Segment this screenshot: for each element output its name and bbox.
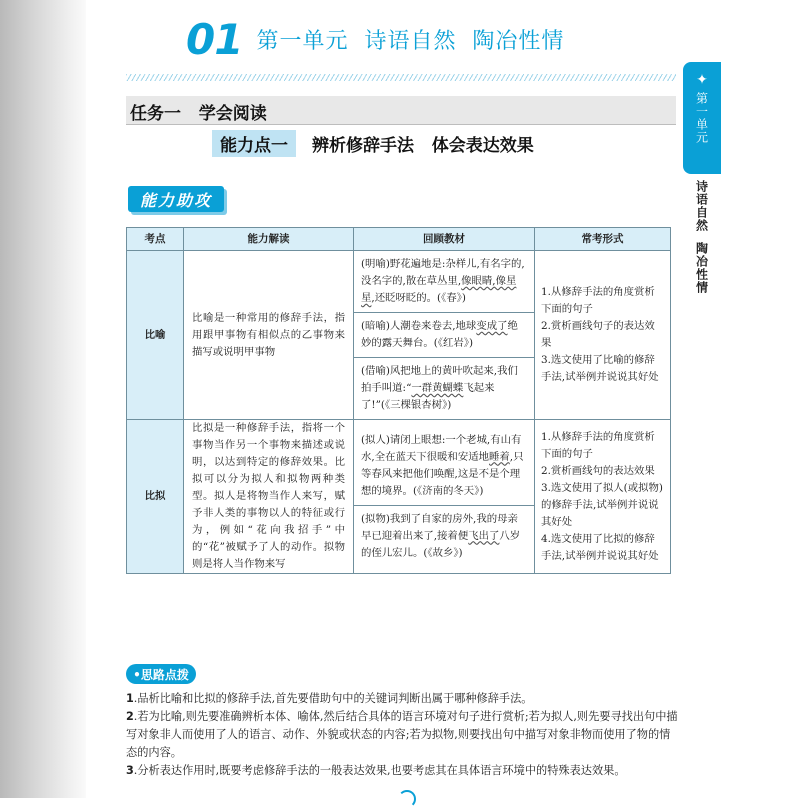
example-item: (拟物)我到了自家的房外,我的母亲早已迎着出来了,接着便飞出了八岁的侄儿宏儿。(《故乡》) (361, 512, 521, 559)
form-item: 1.从修辞手法的角度赏析下面的句子 (541, 286, 655, 315)
form-item: 4.选文使用了比拟的修辞手法,试举例并说说其好处 (541, 532, 659, 562)
side-tab-label: 第一单元 (694, 92, 709, 144)
forms-cell (535, 251, 671, 420)
idea-item: 1.品析比喻和比拟的修辞手法,首先要借助句中的关键词判断出属于哪种修辞手法。 (126, 692, 533, 705)
unit-header (186, 15, 565, 64)
book-spine-shadow (0, 0, 86, 798)
ability-heading (212, 130, 534, 157)
interpretation-cell: 比喻是一种常用的修辞手法，指用跟甲事物有相似点的乙事物来描写或说明甲事物 (184, 251, 354, 420)
underlined-phrase: 变成了 (476, 320, 508, 332)
side-theme-line-2: 陶冶性情 (694, 242, 709, 294)
unit-title: 第一单元 诗语自然 陶冶性情 (256, 29, 565, 54)
ability-topic: 辨析修辞手法 体会表达效果 (312, 136, 534, 156)
page-decoration (398, 790, 416, 808)
forms-cell (535, 420, 671, 574)
ideas-badge: •思路点拨 (126, 664, 196, 684)
idea-item: 3.分析表达作用时,既要考虑修辞手法的一般表达效果,也要考虑其在具体语言环境中的特殊表达效果。 (126, 764, 626, 777)
header-divider (126, 74, 676, 81)
ideas-list (126, 690, 678, 780)
example-item: (借喻)风把地上的黄叶吹起来,我们拍手叫道:“一群黄蝴蝶飞起来了!”(《三棵银杏树》) (361, 365, 518, 411)
task-title: 任务一 学会阅读 (130, 104, 267, 124)
unit-number: 01 (186, 15, 243, 64)
column-header: 回顾教材 (354, 228, 535, 251)
form-item: 2.赏析画线句子的表达效果 (541, 320, 655, 349)
ability-badge: 能力点一 (212, 130, 296, 157)
side-unit-theme (690, 180, 714, 294)
help-badge: 能力助攻 (128, 186, 224, 212)
underlined-phrase: 飞出了 (468, 529, 500, 542)
point-cell: 比拟 (127, 420, 184, 574)
form-item: 2.赏析画线句的表达效果 (541, 464, 655, 477)
rhetoric-table (126, 227, 671, 574)
example-item: (拟人)请闭上眼想:一个老城,有山有水,全在蓝天下很暖和安适地睡着,只等春风来把他们唤醒,这是不是个理想的境界。(《济南的冬天》) (354, 427, 534, 506)
examples-cell (354, 420, 535, 574)
interpretation-cell: 比拟是一种修辞手法，指将一个事物当作另一个事物来描述或说明，以达到特定的修辞效果。比拟可以分为拟人和拟物两种类型。拟人是将物当作人来写，赋予非人类的事物以人的特征或行为，例如“花向我招手”中的“花”被赋予了人的动作。拟物则是将人当作物来写 (184, 420, 354, 574)
underlined-phrase: 睡着 (489, 450, 510, 463)
form-item: 1.从修辞手法的角度赏析下面的句子 (541, 430, 655, 460)
table-row (127, 251, 671, 420)
example-item: (明喻)野花遍地是:杂样儿,有名字的,没名字的,散在草丛里,像眼睛,像星星,还眨呀眨的。(《春》) (354, 251, 534, 313)
underlined-phrase: 像眼睛,像星星 (361, 275, 517, 304)
form-item: 3.选文使用了比喻的修辞手法,试举例并说说其好处 (541, 354, 659, 383)
table-row (127, 420, 671, 574)
point-cell: 比喻 (127, 251, 184, 420)
column-header: 考点 (127, 228, 184, 251)
side-theme-line-1: 诗语自然 (694, 180, 709, 232)
table-header-row (127, 228, 671, 251)
column-header: 常考形式 (535, 228, 671, 251)
example-item: (暗喻)人潮卷来卷去,地球变成了绝妙的露天舞台。(《红岩》) (354, 313, 534, 358)
star-icon: ✦ (696, 72, 708, 88)
underlined-phrase: 一群黄蝴蝶 (411, 382, 464, 394)
form-item: 3.选文使用了拟人(或拟物)的修辞手法,试举例并说说其好处 (541, 481, 663, 528)
idea-item: 2.若为比喻,则先要准确辨析本体、喻体,然后结合具体的语言环境对句子进行赏析;若为拟人,则先要寻找出句中描写对象非人而使用了人的语言、动作、外貌或状态的内容;若为拟物,则要找出句中描写对象非物而使用了物的情态的内容。 (126, 710, 678, 759)
side-unit-tab[interactable] (683, 62, 721, 174)
examples-cell (354, 251, 535, 420)
column-header: 能力解读 (184, 228, 354, 251)
